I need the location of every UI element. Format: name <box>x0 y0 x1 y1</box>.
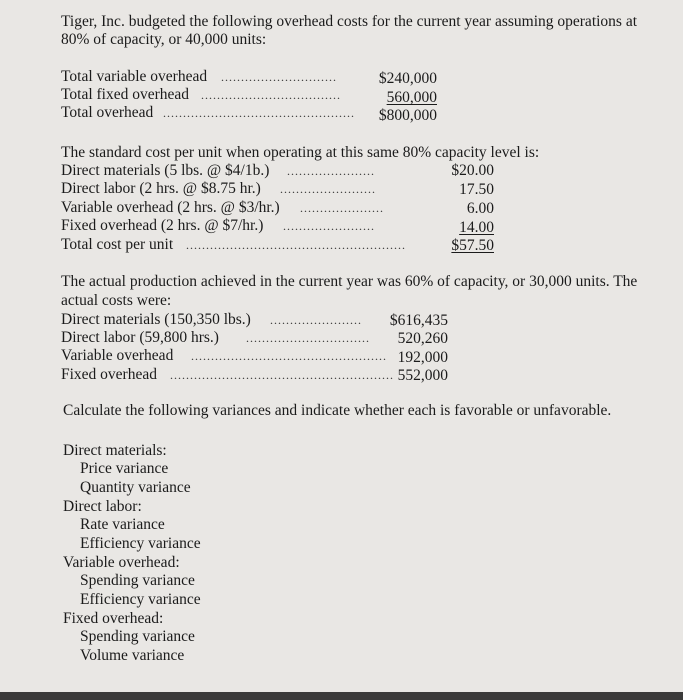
actual-line-2: actual costs were: <box>61 292 172 309</box>
standard-heading: The standard cost per unit when operating at this same 80% capacity level is: <box>61 144 540 161</box>
actual-value: 552,000 <box>397 367 448 384</box>
actual-value: $616,435 <box>389 312 448 329</box>
standard-label: Fixed overhead (2 hrs. @ $7/hr.) <box>61 217 264 234</box>
standard-label: Direct materials (5 lbs. @ $4/1b.) <box>61 162 270 179</box>
vo-spending-variance: Spending variance <box>80 572 195 589</box>
leader-dots: ..................... <box>300 201 384 215</box>
standard-value: $20.00 <box>451 162 494 179</box>
budget-value: 560,000 <box>386 89 437 106</box>
budget-value: $800,000 <box>378 107 437 124</box>
leader-dots: ................................................ <box>163 106 355 120</box>
leader-dots: ....................................................... <box>186 238 406 252</box>
vo-heading: Variable overhead: <box>63 554 180 571</box>
leader-dots: ............................. <box>221 70 337 84</box>
budget-label: Total variable overhead <box>61 68 208 85</box>
standard-total: $57.50 <box>451 237 494 254</box>
budget-label: Total overhead <box>61 104 154 121</box>
leader-dots: ................................................. <box>191 349 387 363</box>
standard-label: Variable overhead (2 hrs. @ $3/hr.) <box>61 199 280 216</box>
leader-dots: ....................... <box>283 219 375 233</box>
actual-label: Direct materials (150,350 lbs.) <box>61 311 251 328</box>
leader-dots: ............................... <box>246 331 370 345</box>
intro-line-1: Tiger, Inc. budgeted the following overhead costs for the current year assuming operations at <box>61 13 638 30</box>
instruction: Calculate the following variances and indicate whether each is favorable or unfavorable. <box>63 402 612 419</box>
leader-dots: ........................................................ <box>170 368 394 382</box>
actual-value: 520,260 <box>397 330 448 347</box>
standard-label: Direct labor (2 hrs. @ $8.75 hr.) <box>61 180 261 197</box>
fo-volume-variance: Volume variance <box>80 647 185 664</box>
actual-label: Direct labor (59,800 hrs.) <box>61 329 219 346</box>
standard-value: 17.50 <box>459 181 494 198</box>
vo-efficiency-variance: Efficiency variance <box>80 591 201 608</box>
fo-heading: Fixed overhead: <box>63 610 164 627</box>
leader-dots: ...................... <box>287 164 375 178</box>
actual-line-1: The actual production achieved in the current year was 60% of capacity, or 30,000 units. The <box>61 273 638 290</box>
budget-value: $240,000 <box>378 70 437 87</box>
leader-dots: ....................... <box>270 313 362 327</box>
leader-dots: ................................... <box>201 88 341 102</box>
fo-spending-variance: Spending variance <box>80 628 195 645</box>
intro-line-2: 80% of capacity, or 40,000 units: <box>61 31 267 48</box>
standard-value: 6.00 <box>466 200 494 217</box>
dl-rate-variance: Rate variance <box>80 516 165 533</box>
leader-dots: ........................ <box>280 182 376 196</box>
actual-label: Fixed overhead <box>61 366 157 383</box>
actual-value: 192,000 <box>397 349 448 366</box>
standard-value: 14.00 <box>459 219 494 236</box>
dl-heading: Direct labor: <box>63 498 142 515</box>
dm-heading: Direct materials: <box>63 442 167 459</box>
bottom-edge <box>0 692 683 700</box>
dm-quantity-variance: Quantity variance <box>80 479 191 496</box>
standard-label: Total cost per unit <box>61 236 174 253</box>
dm-price-variance: Price variance <box>80 460 169 477</box>
dl-efficiency-variance: Efficiency variance <box>80 535 201 552</box>
budget-label: Total fixed overhead <box>61 86 190 103</box>
actual-label: Variable overhead <box>61 347 174 364</box>
